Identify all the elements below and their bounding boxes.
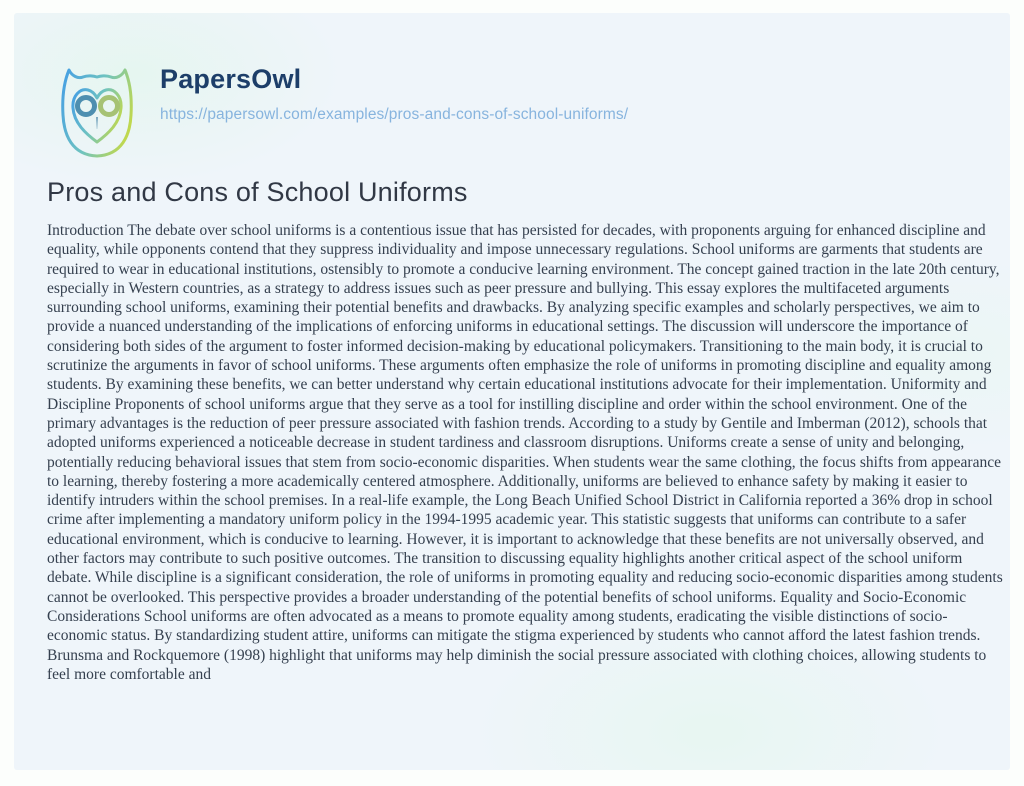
page-title: Pros and Cons of School Uniforms xyxy=(47,177,468,207)
brand-header xyxy=(14,13,1010,160)
document-card xyxy=(14,13,1010,770)
essay-body-text: Introduction The debate over school uniforms is a contentious issue that has persisted for decades, with proponents arguing for enhanced discipline and equality, while opponents contend that they suppress individuality and impose unnecessary regulations. School uniforms are garments that students are required to wear in educational institutions, ostensibly to promote a conducive learning environment. The concept gained traction in the late 20th century, especially in Western countries, as a strategy to address issues such as peer pressure and bullying. This essay explores the multifaceted arguments surrounding school uniforms, examining their potential benefits and drawbacks. By analyzing specific examples and scholarly perspectives, we aim to provide a nuanced understanding of the implications of enforcing uniforms in educational settings. The discussion will underscore the importance of considering both sides of the argument to foster informed decision-making by educational policymakers. Transitioning to the main body, it is crucial to scrutinize the arguments in favor of school uniforms. These arguments often emphasize the role of uniforms in promoting discipline and equality among students. By examining these benefits, we can better understand why certain educational institutions advocate for their implementation. Uniformity and Discipline Proponents of school uniforms argue that they serve as a tool for instilling discipline and order within the school environment. One of the primary advantages is the reduction of peer pressure associated with fashion trends. According to a study by Gentile and Imberman (2012), schools that adopted uniforms experienced a noticeable decrease in student tardiness and classroom disruptions. Uniforms create a sense of unity and belonging, potentially reducing behavioral issues that stem from socio-economic disparities. When students wear the same clothing, the focus shifts from appearance to learning, thereby fostering a more academically centered atmosphere. Additionally, uniforms are believed to enhance safety by making it easier to identify intruders within the school premises. In a real-life example, the Long Beach Unified School District in California reported a 36% drop in school crime after implementing a mandatory uniform policy in the 1994-1995 academic year. This statistic suggests that uniforms can contribute to a safer educational environment, which is conducive to learning. However, it is important to acknowledge that these benefits are not universally observed, and other factors may contribute to such positive outcomes. The transition to discussing equality highlights another critical aspect of the school uniform debate. While discipline is a significant consideration, the role of uniforms in promoting equality and reducing socio-economic disparities among students cannot be overlooked. This perspective provides a broader understanding of the potential benefits of school uniforms. Equality and Socio-Economic Considerations School uniforms are often advocated as a means to promote equality among students, eradicating the visible distinctions of socio-economic status. By standardizing student attire, uniforms can mitigate the stigma experienced by students who cannot afford the latest fashion trends. Brunsma and Rockquemore (1998) highlight that uniforms may help diminish the social pressure associated with clothing choices, allowing students to feel more comfortable and xyxy=(47,222,1003,683)
owl-logo-icon[interactable] xyxy=(52,60,142,160)
brand-text-block xyxy=(160,60,628,124)
brand-name: PapersOwl xyxy=(160,64,302,94)
source-url-link[interactable]: https://papersowl.com/examples/pros-and-cons-of-school-uniforms/ xyxy=(160,106,629,123)
